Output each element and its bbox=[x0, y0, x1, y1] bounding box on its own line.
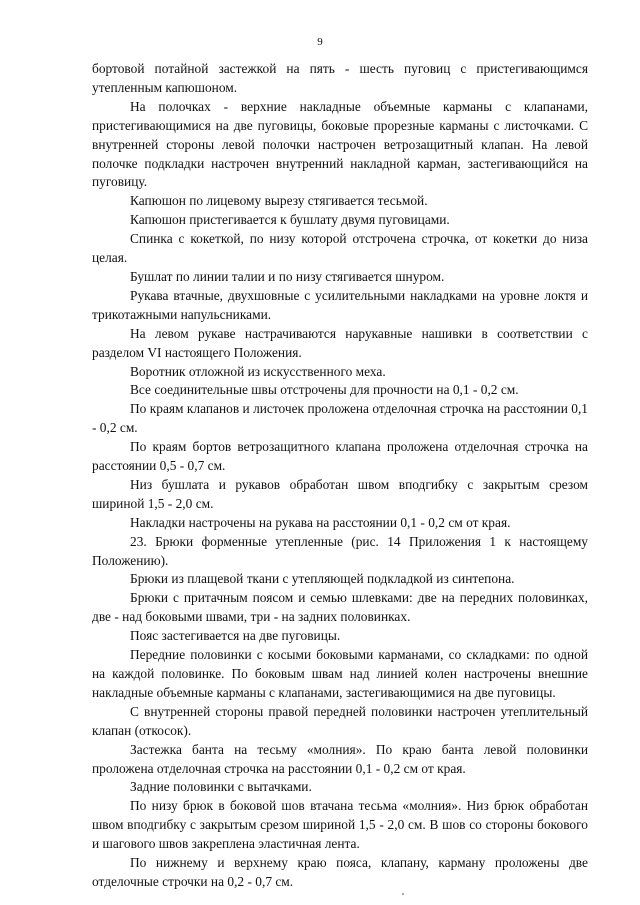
paragraph: По нижнему и верхнему краю пояса, клапану, карману проложены две отделочные строчки на 0,2 - 0,7 см. bbox=[92, 855, 588, 889]
paragraph: Пояс застегивается на две пуговицы. bbox=[130, 628, 341, 644]
paragraph: Задние половинки с вытачками. bbox=[130, 779, 312, 795]
paragraph: Накладки настрочены на рукава на расстоянии 0,1 - 0,2 см от края. bbox=[130, 514, 511, 530]
document-body bbox=[92, 60, 588, 892]
paragraph: По краям клапанов и листочек проложена отделочная строчка на расстоянии 0,1 - 0,2 см. bbox=[92, 401, 588, 436]
paragraph: По краям бортов ветрозащитного клапана проложена отделочная строчка на расстоянии 0,5 - 0,7 см. bbox=[92, 439, 588, 474]
paragraph: Передние половинки с косыми боковыми карманами, со складками: по одной на каждой половинке. По боковым швам над линией колен настрочены внешние накладные объемные карманы с клапанами, застегивающимися на две пуговицы. bbox=[92, 647, 588, 700]
paragraph: На левом рукаве настрачиваются нарукавные нашивки в соответствии с разделом VI настоящего Положения. bbox=[92, 325, 588, 360]
page-number: 9 bbox=[317, 36, 323, 48]
paragraph: Капюшон по лицевому вырезу стягивается тесьмой. bbox=[130, 193, 428, 209]
paragraph: Брюки с притачным поясом и семью шлевками: две на передних половинках, две - над боковыми швами, три - на задних половинках. bbox=[92, 590, 588, 625]
section-heading: 23. Брюки форменные утепленные (рис. 14 Приложения 1 к настоящему Положению). bbox=[92, 533, 588, 568]
paragraph: Бушлат по линии талии и по низу стягивается шнуром. bbox=[130, 268, 445, 284]
paragraph: бортовой потайной застежкой на пять - шесть пуговиц с пристегивающимся утепленным капюшоном. bbox=[92, 61, 588, 95]
paragraph: На полочках - верхние накладные объемные карманы с клапанами, пристегивающимися на две пуговицы, боковые прорезные карманы с листочками. С внутренней стороны левой полочки настрочен ветрозащитный клапан. На левой полочке подкладки настрочен внутренний накладной карман, застегивающийся на пуговицу. bbox=[92, 98, 588, 190]
paragraph: Застежка банта на тесьму «молния». По краю банта левой половинки проложена отделочная строчка на расстоянии 0,1 - 0,2 см от края. bbox=[92, 741, 588, 776]
scan-speck bbox=[402, 893, 404, 895]
paragraph: Брюки из плащевой ткани с утепляющей подкладкой из синтепона. bbox=[130, 571, 515, 587]
paragraph: С внутренней стороны правой передней половинки настрочен утеплительный клапан (откосок). bbox=[92, 703, 588, 738]
paragraph: Капюшон пристегивается к бушлату двумя пуговицами. bbox=[130, 212, 450, 228]
paragraph: Низ бушлата и рукавов обработан швом вподгибку с закрытым срезом шириной 1,5 - 2,0 см. bbox=[92, 476, 588, 511]
paragraph: Рукава втачные, двухшовные с усилительными накладками на уровне локтя и трикотажными напульсниками. bbox=[92, 287, 588, 322]
paragraph: Спинка с кокеткой, по низу которой отстрочена строчка, от кокетки до низа целая. bbox=[92, 231, 588, 266]
paragraph: По низу брюк в боковой шов втачана тесьма «молния». Низ брюк обработан швом вподгибку с закрытым срезом шириной 1,5 - 2,0 см. В шов со стороны бокового и шагового швов закреплена эластичная лента. bbox=[92, 798, 588, 852]
paragraph: Воротник отложной из искусственного меха. bbox=[130, 363, 386, 379]
paragraph: Все соединительные швы отстрочены для прочности на 0,1 - 0,2 см. bbox=[130, 382, 519, 398]
